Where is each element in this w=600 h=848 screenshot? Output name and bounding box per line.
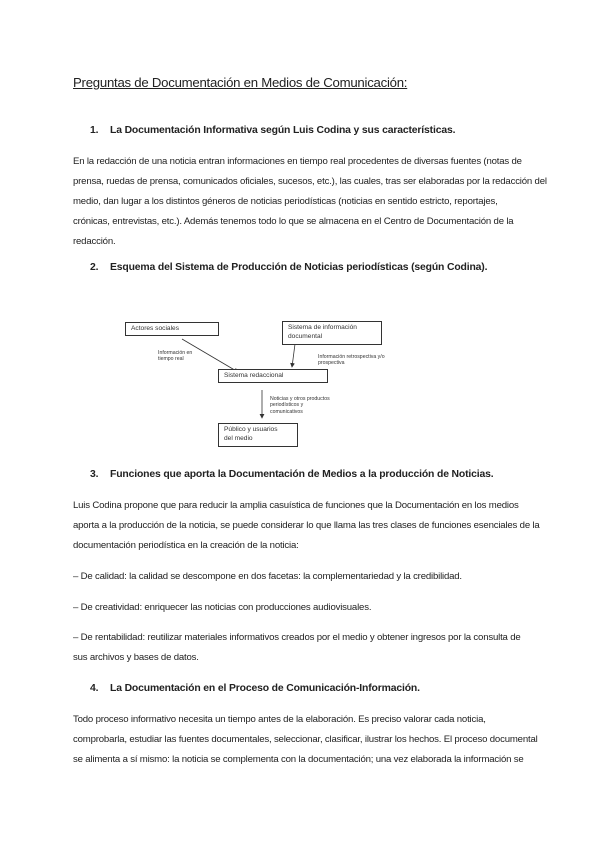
text-line: sus archivos y bases de datos.: [73, 652, 199, 664]
function-creatividad: [73, 598, 533, 618]
section-heading-text: La Documentación Informativa según Luis Codina y sus características.: [110, 125, 456, 136]
arrow-documental-to-redaccional: [292, 344, 295, 367]
function-rentabilidad: [73, 628, 533, 668]
section-1-paragraph: [73, 152, 547, 252]
section-heading-4: [90, 683, 420, 694]
function-calidad: [73, 567, 533, 587]
section-number: 4.: [90, 683, 99, 694]
label-line: Noticias y otros productos: [270, 396, 330, 402]
publico-usuarios-line: del medio: [224, 435, 253, 442]
section-3-intro: [73, 496, 540, 556]
text-line: En la redacción de una noticia entran informaciones en tiempo real procedentes de diversas fuentes (notas de: [73, 156, 522, 167]
text-line: – De calidad: la calidad se descompone en dos facetas: la complementariedad y la credibilidad.: [73, 571, 462, 582]
section-number: 2.: [90, 262, 99, 273]
actores-sociales-label: Actores sociales: [131, 325, 180, 332]
text-line: Todo proceso informativo necesita un tiempo antes de la elaboración. Es preciso valorar cada noticia,: [73, 714, 486, 725]
label-line: periodísticos y: [270, 402, 304, 409]
sistema-documental-line: documental: [288, 333, 323, 340]
publico-usuarios-line: Público y usuarios: [224, 426, 278, 433]
label-line: prospectiva: [318, 360, 345, 367]
text-line: prensa, ruedas de prensa, comunicados oficiales, sucesos, etc.), las cuales, tras ser elaboradas por la redacción del: [73, 176, 547, 188]
sistema-redaccional-label: Sistema redaccional: [224, 372, 284, 379]
text-line: – De creatividad: enriquecer las noticias con producciones audiovisuales.: [73, 602, 372, 613]
text-line: crónicas, entrevistas, etc.). Además tenemos todo lo que se almacena en el Centro de Documentación de la: [73, 216, 514, 228]
text-line: aporta a la producción de la noticia, se puede considerar lo que llama las tres clases de funciones esenciales de la: [73, 520, 540, 532]
label-line: tiempo real: [158, 356, 184, 363]
label-noticias: [270, 396, 330, 415]
sistema-documental-line: Sistema de información: [288, 324, 357, 331]
section-heading-1: [90, 125, 455, 136]
section-number: 1.: [90, 125, 99, 136]
sistema-documental-box: [282, 321, 382, 345]
page-title: Preguntas de Documentación en Medios de Comunicación:: [73, 75, 408, 90]
text-line: – De rentabilidad: reutilizar materiales informativos creados por el medio y obtener ingresos por la consulta de: [73, 632, 521, 643]
publico-usuarios-box: [218, 423, 298, 447]
text-line: redacción.: [73, 236, 116, 248]
text-line: medio, dan lugar a los distintos géneros de noticias periodísticas (noticias en sentido estricto, reportajes,: [73, 196, 498, 208]
section-4-paragraph: [73, 710, 538, 770]
label-tiempo-real: [158, 350, 192, 363]
text-line: documentación periodística en la creación de la noticia:: [73, 540, 299, 552]
text-line: comprobarla, estudiar las fuentes documentales, seleccionar, clasificar, ilustrar los hechos. El proceso documental: [73, 734, 538, 746]
actores-sociales-box: [125, 322, 219, 336]
label-line: Información retrospectiva y/o: [318, 354, 385, 360]
sistema-redaccional-box: [218, 369, 328, 383]
text-line: Luis Codina propone que para reducir la amplia casuística de funciones que la Documentación en los medios: [73, 500, 519, 511]
label-line: Información en: [158, 350, 193, 356]
section-heading-3: [90, 469, 494, 480]
section-heading-text: Esquema del Sistema de Producción de Noticias periodísticas (según Codina).: [110, 262, 488, 273]
section-number: 3.: [90, 469, 99, 480]
section-heading-text: La Documentación en el Proceso de Comunicación-Información.: [110, 683, 420, 694]
section-heading-text: Funciones que aporta la Documentación de Medios a la producción de Noticias.: [110, 469, 494, 480]
section-heading-2: [90, 262, 487, 273]
text-line: se alimenta a sí mismo: la noticia se complementa con la documentación; una vez elaborada la información se: [73, 754, 524, 766]
label-line: comunicativos: [270, 408, 303, 415]
label-retrospectiva: [318, 354, 385, 367]
news-production-diagram: [120, 312, 385, 450]
